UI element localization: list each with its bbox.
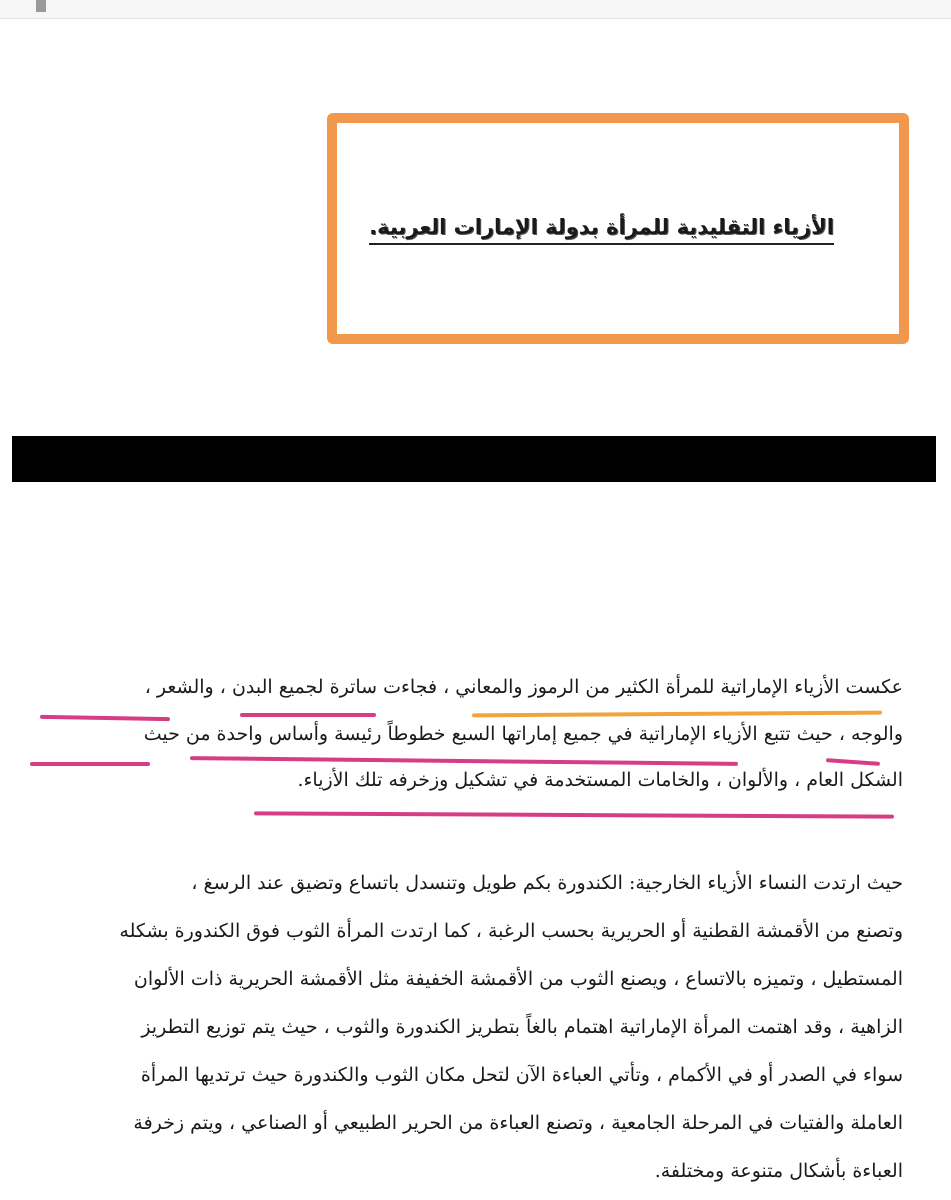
paragraph-1-line: الشكل العام ، والألوان ، والخامات المستخدمة في تشكيل وزخرفه تلك الأزياء. <box>297 769 903 791</box>
highlight-underline-pink <box>30 762 150 766</box>
paragraph-2-line: الزاهية ، وقد اهتمت المرأة الإماراتية اهتمام بالغاً بتطريز الكندورة والثوب ، حيث يتم توزيع التطريز <box>141 1016 903 1038</box>
document-title: الأزياء التقليدية للمرأة بدولة الإمارات العربية. <box>369 215 834 245</box>
paragraph-2-line: العباءة بأشكال متنوعة ومختلفة. <box>654 1160 903 1182</box>
top-strip <box>0 0 951 19</box>
paragraph-2-line: المستطيل ، وتميزه بالاتساع ، ويصنع الثوب من الأقمشة الخفيفة مثل الأقمشة الحريرية ذات الألوان <box>133 968 903 990</box>
redaction-bar <box>12 436 936 482</box>
paragraph-1-line: عكست الأزياء الإماراتية للمرأة الكثير من الرموز والمعاني ، فجاءت ساترة لجميع البدن ، والشعر ، <box>144 676 903 698</box>
top-strip-mark <box>36 0 46 12</box>
paragraph-2-line: سواء في الصدر أو في الأكمام ، وتأتي العباءة الآن لتحل مكان الثوب والكندورة حيث ترتديها المرأة <box>140 1064 903 1086</box>
paragraph-2 <box>53 859 903 1195</box>
paragraph-1 <box>53 664 903 804</box>
highlight-underline-pink <box>240 713 376 717</box>
paragraph-1-line: والوجه ، حيث تتبع الأزياء الإماراتية في جميع إماراتها السبع خطوطاً رئيسة وأساس واحدة من حيث <box>143 722 903 745</box>
paragraph-2-line: العاملة والفتيات في المرحلة الجامعية ، وتصنع العباءة من الحرير الطبيعي أو الصناعي ، ويتم زخرفة <box>133 1112 903 1134</box>
title-box <box>327 113 909 344</box>
paragraph-2-line: وتصنع من الأقمشة القطنية أو الحريرية بحسب الرغبة ، كما ارتدت المرأة الثوب فوق الكندورة بشكله <box>119 920 903 942</box>
paragraph-2-line: حيث ارتدت النساء الأزياء الخارجية: الكندورة بكم طويل وتنسدل باتساع وتضيق عند الرسغ ، <box>191 872 903 894</box>
highlight-underline-pink <box>254 811 894 818</box>
